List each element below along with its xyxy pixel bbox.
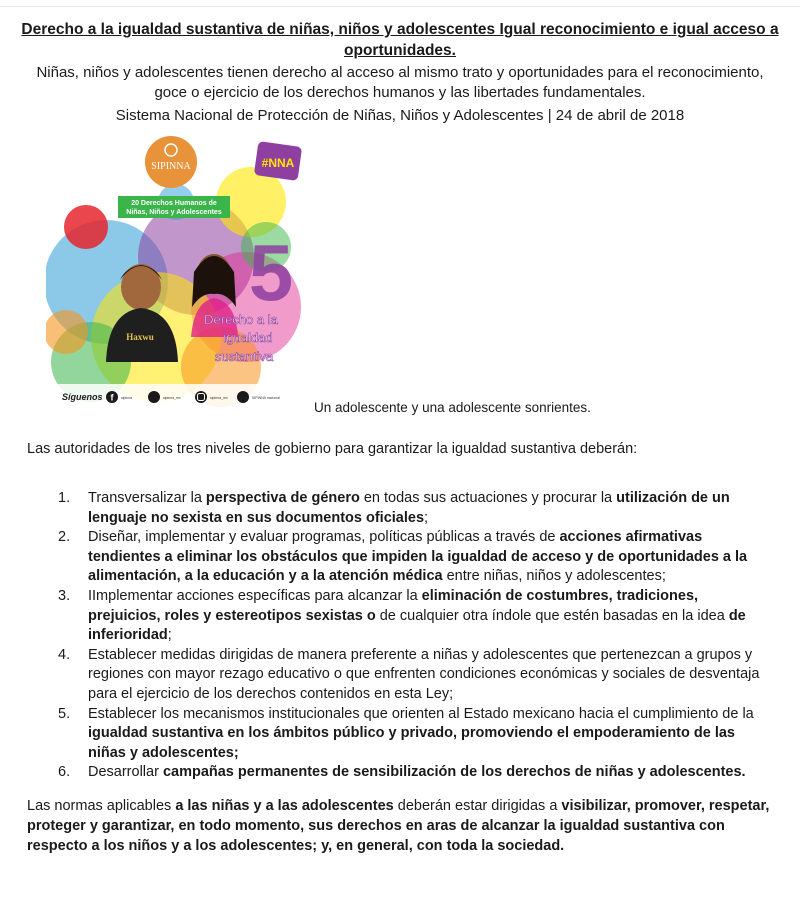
list-item (58, 528, 770, 587)
right-text-line-2: igualdad (223, 330, 273, 345)
shirt-text: Haxwu (126, 332, 154, 342)
campaign-poster (46, 132, 304, 412)
closing-paragraph: Las normas aplicables a las niñas y a las adolescentes deberán estar dirigidas a visibilizar, promover, respetar, proteger y garantizar, en todo momento, sus derechos en aras de alcanzar la igualdad sustantiva con respecto a los niños y a los adolescentes; y, en general, con toda la sociedad. (27, 798, 770, 854)
image-caption: Un adolescente y una adolescente sonrientes. (314, 400, 591, 415)
instagram-icon (195, 391, 207, 403)
page-title: Derecho a la igualdad sustantiva de niñas, niños y adolescentes Igual reconocimiento e igual acceso a oportunidades. (21, 21, 779, 59)
banner-line-2: Niñas, Niños y Adolescentes (126, 209, 222, 216)
item-text: Transversalizar la perspectiva de género en todas sus actuaciones y procurar la utilización de un lenguaje no sexista en sus documentos oficiales; (88, 490, 730, 526)
item-number: 2. (58, 529, 71, 546)
item-number: 5. (58, 705, 71, 722)
item-text: Diseñar, implementar y evaluar programas, políticas públicas a través de acciones afirmativas tendientes a eliminar los obstáculos que impiden la igualdad de acceso y de oportunidades a la alimentación, a la educación y a la atención médica entre niñas, niños y adolescentes; (88, 529, 748, 585)
top-divider (0, 6, 800, 7)
right-text-line-3: sustantiva (214, 349, 274, 364)
item-number: 1. (58, 490, 71, 506)
social-handle-3: sipinna_mx (210, 396, 228, 400)
item-text: IImplementar acciones específicas para alcanzar la eliminación de costumbres, tradiciones, prejuicios, roles y estereotipos sexistas o de cualquier otra índole que estén basadas en la idea de inferioridad; (88, 587, 746, 644)
list-item (58, 705, 770, 764)
list-item (58, 489, 770, 528)
social-handle-2: sipinna_mx (163, 396, 181, 400)
social-handle-1: sipinna (121, 396, 133, 400)
list-item (58, 646, 770, 705)
intro-paragraph: Las autoridades de los tres niveles de gobierno para garantizar la igualdad sustantiva deberán: (27, 441, 638, 457)
youtube-icon (237, 391, 249, 403)
item-number: 3. (58, 587, 71, 604)
item-number: 4. (58, 646, 71, 663)
right-text-line-1: Derecho a la (204, 312, 278, 327)
item-text: Establecer medidas dirigidas de manera preferente a niñas y adolescentes que pertenezcan a grupos y regiones con mayor rezago educativo o que enfrenten condiciones económicas y sociales de desventaja para el ejercicio de los derechos contenidos en esta Ley; (88, 646, 760, 702)
logo-text: SIPINNA (151, 161, 191, 172)
list-item (58, 587, 770, 646)
page-subtitle: Niñas, niños y adolescentes tienen derecho al acceso al mismo trato y oportunidades para el reconocimiento, goce o ejercicio de los derechos humanos y las libertades fundamentales. (36, 64, 764, 101)
social-handle-4: SIPINNA nacional (252, 396, 280, 400)
right-number: 5 (248, 228, 294, 317)
item-number: 6. (58, 764, 71, 781)
banner-line-1: 20 Derechos Humanos de (131, 200, 217, 207)
follow-label: Síguenos (62, 392, 103, 402)
svg-text:f: f (110, 392, 114, 403)
item-text: Desarrollar campañas permanentes de sensibilización de los derechos de niñas y adolescentes. (88, 764, 746, 781)
obligations-list (58, 489, 770, 783)
source-line: Sistema Nacional de Protección de Niñas, Niños y Adolescentes | 24 de abril de 2018 (115, 107, 685, 124)
item-text: Establecer los mecanismos institucionales que orienten al Estado mexicano hacia el cumplimiento de la igualdad sustantiva en los ámbitos público y privado, promoviendo el empoderamiento de las niñas y adolescentes; (88, 705, 754, 761)
list-item (58, 763, 770, 783)
twitter-icon (148, 391, 160, 403)
hashtag-text: #NNA (261, 156, 295, 170)
poster-graphic (46, 132, 304, 412)
